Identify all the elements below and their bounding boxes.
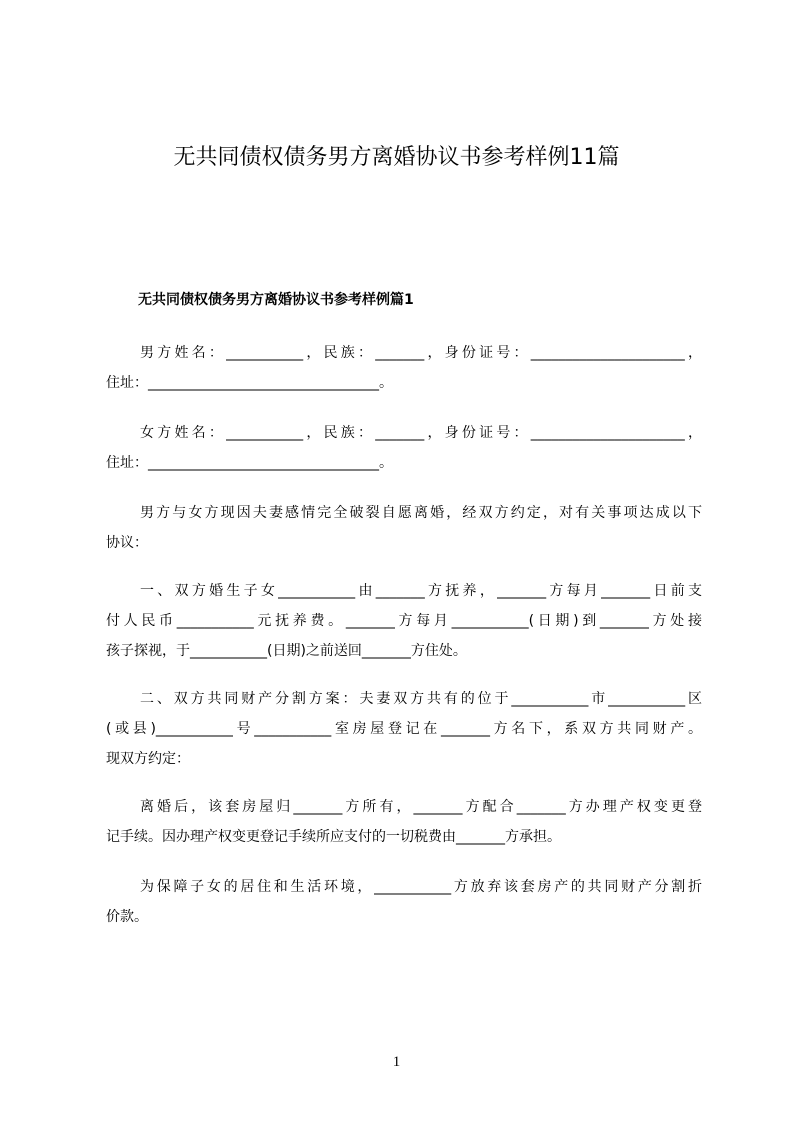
paragraph-child-custody xyxy=(106,576,702,666)
paragraph-female-info xyxy=(106,418,702,478)
paragraph-line: 价款。 xyxy=(106,909,148,925)
paragraph-line: 协议： xyxy=(106,535,148,551)
paragraph-line: 二、双方共同财产分割方案：夫妻双方共有的位于___________市___________区 xyxy=(140,691,702,707)
paragraph-line: 为保障子女的居住和生活环境，___________方放弃该套房产的共同财产分割折 xyxy=(140,879,702,895)
paragraph-line: 住址：_________________________________。 xyxy=(106,455,393,471)
paragraph-line: 男方与女方现因夫妻感情完全破裂自愿离婚，经双方约定，对有关事项达成以下 xyxy=(140,505,702,521)
page-number: 1 xyxy=(392,1054,401,1070)
paragraph-male-info xyxy=(106,338,702,398)
paragraph-line: 一、双方婚生子女___________由_______方抚养，_______方每月_______日前支 xyxy=(140,583,702,599)
section-heading: 无共同债权债务男方离婚协议书参考样例篇1 xyxy=(138,292,414,308)
paragraph-line: (或县)___________号___________室房屋登记在_______方名下，系双方共同财产。 xyxy=(106,721,702,737)
paragraph-intro xyxy=(106,498,702,558)
paragraph-line: 离婚后，该套房屋归_______方所有，_______方配合_______方办理产权变更登 xyxy=(140,799,702,815)
paragraph-child-housing xyxy=(106,872,702,932)
paragraph-house-ownership xyxy=(106,792,702,852)
paragraph-line: 住址：_________________________________。 xyxy=(106,375,393,391)
paragraph-line: 女方姓名：___________，民族：_______，身份证号：______________________， xyxy=(140,425,702,441)
paragraph-property-division xyxy=(106,684,702,774)
paragraph-line: 现双方约定： xyxy=(106,751,190,767)
paragraph-line: 孩子探视，于___________(日期)之前送回_______方住处。 xyxy=(106,643,467,659)
paragraph-line: 男方姓名：___________，民族：_______，身份证号：______________________， xyxy=(140,345,702,361)
paragraph-line: 记手续。因办理产权变更登记手续所应支付的一切税费由_______方承担。 xyxy=(106,829,561,845)
document-title: 无共同债权债务男方离婚协议书参考样例11篇 xyxy=(173,145,620,170)
paragraph-line: 付人民币___________元抚养费。_______方每月___________(日期)到_______方处接 xyxy=(106,613,702,629)
